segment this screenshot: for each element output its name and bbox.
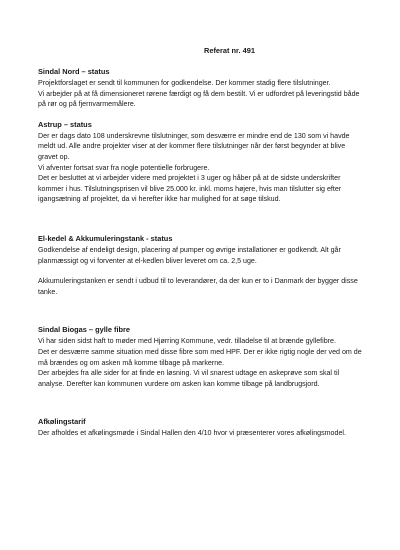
- paragraph: Der arbejdes fra alle sider for at finde en løsning. Vi vil snarest udtage en askeprøve som skal til analyse. Derefter kan kommunen vurdere om asken kan komme tilbage på landbrugsjord.: [38, 369, 340, 388]
- section-heading: Astrup – status: [38, 119, 92, 129]
- section-astrup: [38, 120, 364, 205]
- paragraph: Det er desværre samme situation med disse fibre som med HPF. Der er ikke rigtig nogle der ved om de må brændes og om asken må komme tilbage på markerne.: [38, 347, 362, 367]
- section-sindal-nord: [38, 67, 364, 110]
- section-heading: Sindal Nord – status: [38, 67, 110, 76]
- section-heading: Sindal Biogas – gylle fibre: [38, 325, 130, 335]
- paragraph: Vi afventer fortsat svar fra nogle potentielle forbrugere.: [38, 163, 210, 172]
- paragraph: Akkumuleringstanken er sendt i udbud til to leverandører, da der kun er to i Danmark der bygger disse tanke.: [38, 277, 358, 296]
- section-sindal-biogas: [38, 325, 364, 389]
- section-heading: El-kedel & Akkumuleringstank - status: [38, 233, 173, 243]
- paragraph: Vi har siden sidst haft to møder med Hjørring Kommune, vedr. tilladelse til at brænde gyllefibre.: [38, 337, 336, 346]
- paragraph: Projektforslaget er sendt til kommunen for godkendelse. Der kommer stadig flere tilslutninger.: [38, 79, 331, 87]
- paragraph: Der afholdes et afkølingsmøde i Sindal Hallen den 4/10 hvor vi præsenterer vores afkølingsmodel.: [38, 429, 346, 438]
- section-el-kedel: [38, 234, 364, 297]
- paragraph: Vi arbejder på at få dimensioneret rørene færdigt og få dem bestilt. Vi er udfordret på leveringstid både på rør og på fjernvarmemålere.: [38, 89, 360, 109]
- paragraph: Det er besluttet at vi arbejder videre med projektet i 3 uger og håber på at de sidste underskrifter kommer i hus. Tilslutningsprisen vil blive 25.000 kr. inkl. moms højere, hvis man tilslutter sig efter igangsætning af projektet, da vi herefter ikke har mulighed for at søge tilskud.: [38, 174, 342, 204]
- paragraph: Der er dags dato 108 underskrevne tilslutninger, som desværre er mindre end de 130 som vi havde meldt ud. Alle andre projekter viser at der kommer flere tilslutninger når der først begynder at blive gravet op.: [38, 131, 350, 161]
- section-heading: Afkølingstarif: [38, 417, 86, 427]
- document-title: Referat nr. 491: [204, 46, 255, 55]
- section-afkoelingstarif: [38, 417, 364, 439]
- paragraph: Godkendelse af endeligt design, placering af pumper og øvrige installationer er godkendt. Alt går planmæssigt og vi forventer at el-kedlen bliver leveret om ca. 2,5 uge.: [38, 245, 341, 265]
